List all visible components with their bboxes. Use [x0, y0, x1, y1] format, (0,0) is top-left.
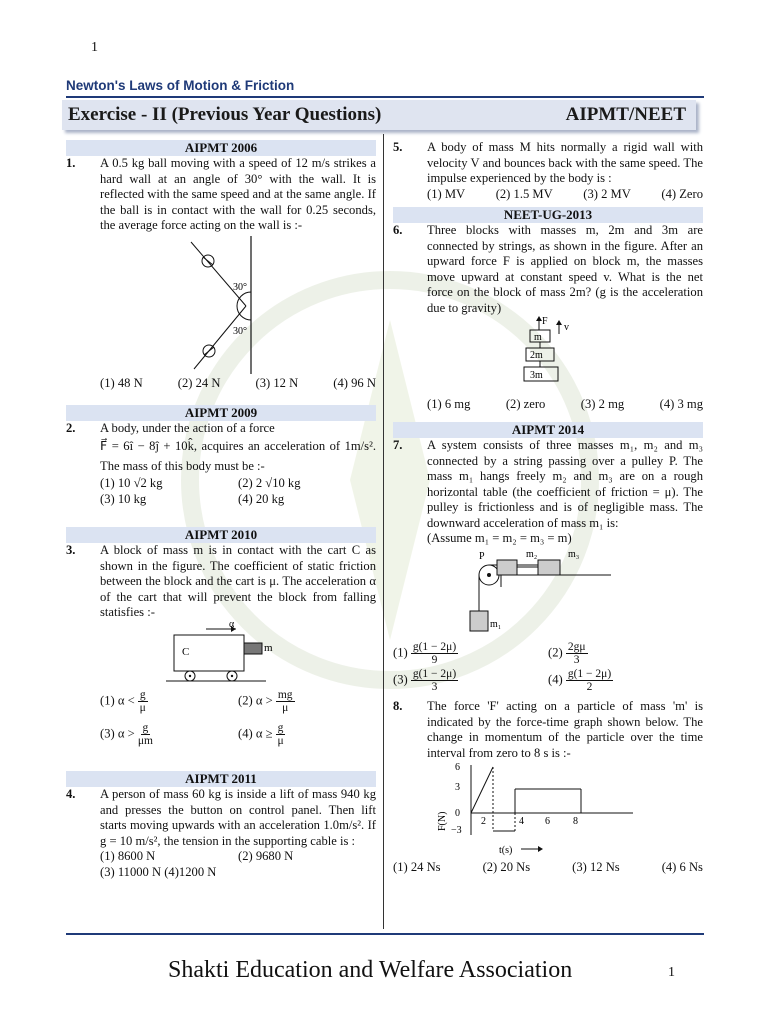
option-prefix: (2) α > [238, 693, 273, 708]
exercise-banner [62, 100, 696, 130]
option-prefix: (4) α ≥ [238, 726, 273, 741]
question-text: Three blocks with masses m, 2m and 3m are connected by strings, as shown in the figure. After an upward force F is applied on block m, the masses move upward at constant speed v. What is the net force on the block of mass 2m? (g is the acceleration due to gravity) [427, 223, 703, 315]
denominator: μm [137, 735, 153, 747]
fraction [566, 668, 613, 693]
option[interactable]: (4) 20 kg [238, 491, 285, 506]
option[interactable] [548, 641, 703, 666]
x-tick: 8 [573, 816, 578, 827]
x-tick: 2 [481, 816, 486, 827]
cart-label: C [182, 645, 190, 658]
question-text-part: A body, under the action of a force [100, 420, 275, 435]
denominator: 2 [586, 681, 593, 693]
y-tick: 3 [455, 782, 460, 793]
y-tick: 0 [455, 808, 460, 819]
question-text-part: , acquires an acceleration of 1m/s². The mass of this body must be :- [100, 439, 376, 473]
block-3m-label: 3m [530, 370, 543, 381]
force-time-graph [393, 761, 703, 857]
fraction [138, 722, 153, 747]
numerator: g [139, 689, 146, 701]
m2-label: m₂ [526, 548, 538, 560]
question-number: 4. [66, 787, 76, 801]
options-q6 [393, 397, 703, 413]
block-m-label: m [534, 332, 542, 343]
y-tick: 6 [455, 762, 460, 773]
option[interactable]: (3) 2 mg [580, 396, 625, 411]
option[interactable]: (2) 20 Ns [482, 859, 531, 874]
option[interactable]: (2) 9680 N [238, 849, 294, 863]
ball-wall-figure [66, 234, 376, 374]
question-number: 5. [393, 140, 403, 154]
pulley-label: P [479, 550, 485, 562]
option[interactable]: (4) Zero [661, 186, 703, 201]
force-label: F [542, 316, 548, 327]
question-number: 7. [393, 438, 403, 452]
denominator: μ [139, 702, 146, 714]
right-column [393, 140, 703, 875]
exam-label: AIPMT/NEET [565, 104, 686, 125]
pulley-system-figure [393, 547, 703, 643]
options-q5 [393, 187, 703, 203]
section-aipmt-2009: AIPMT 2009 [66, 405, 376, 421]
option-prefix: (2) [548, 645, 563, 660]
option-prefix: (4) [548, 672, 563, 687]
option[interactable] [548, 668, 703, 693]
bottom-rule [66, 933, 704, 935]
footer-page-number: 1 [668, 965, 675, 980]
option[interactable]: (1) 10 √2 kg [100, 476, 163, 490]
question-text: A body of mass M hits normally a rigid wall with velocity V and bounces back with the same speed. The impulse experienced by the body is : [427, 140, 703, 185]
question-number: 1. [66, 156, 76, 170]
option[interactable]: (3) 12 N [255, 376, 299, 390]
section-aipmt-2010: AIPMT 2010 [66, 527, 376, 543]
numerator: 2gμ [567, 641, 586, 653]
question-number: 6. [393, 223, 403, 237]
cart-block-figure [66, 621, 376, 683]
option[interactable]: (2) 24 N [177, 376, 221, 390]
option[interactable] [100, 722, 238, 747]
option-prefix: (1) [393, 645, 408, 660]
question-text: A block of mass m is in contact with the cart C as shown in the figure. The coefficient of static friction between the block and the cart is μ. The acceleration α of the cart that will prevent the block from falling statisfies :- [100, 543, 376, 619]
question-text-part: A system consists of three masses m₁, m₂ and m₃ connected by a string passing over a pulley P. The mass m₁ hangs freely m₂ and m₃ are on a rough horizontal table (the coefficient of friction = μ). The pulley is frictionless and is of negligible mass. The downward acceleration of mass m₁ is: [427, 438, 703, 530]
question-text: A 0.5 kg ball moving with a speed of 12 m/s strikes a hard wall at an angle of 30° with the wall. It is reflected with the same speed and at the same angle. If the ball is in contact with the wall for 0.25 seconds, the average force acting on the wall is :- [100, 156, 376, 232]
option-prefix: (3) α > [100, 726, 135, 741]
numerator: mg [277, 689, 293, 701]
section-aipmt-2011: AIPMT 2011 [66, 771, 376, 787]
question-text [100, 421, 376, 477]
block-2m-label: 2m [530, 350, 543, 361]
x-tick: 4 [519, 816, 524, 827]
question-3 [66, 543, 376, 621]
column-divider [383, 134, 384, 929]
question-7 [393, 438, 703, 547]
angle-label-bottom: 30° [233, 325, 247, 337]
fraction [411, 641, 458, 666]
footer-organization: Shakti Education and Welfare Association [168, 957, 573, 983]
option[interactable]: (1) 6 mg [427, 396, 471, 411]
fraction [411, 668, 458, 693]
option[interactable]: (4) 3 mg [659, 396, 703, 411]
option[interactable]: (1) MV [427, 186, 466, 201]
section-aipmt-2006: AIPMT 2006 [66, 140, 376, 156]
question-text: A person of mass 60 kg is inside a lift of mass 940 kg and presses the button on control panel. Then lift starts moving upwards with an acceleration 1.0m/s². If g = 10 m/s², the tension in the supporting cable is : [100, 787, 376, 848]
force-vector: F⃗ = 6î − 8ĵ + 10k̂ [100, 439, 194, 453]
option[interactable]: (4) 6 Ns [661, 859, 703, 874]
numerator: g(1 − 2μ) [412, 668, 457, 680]
option[interactable] [100, 689, 238, 714]
option[interactable]: (4) 96 N [333, 376, 376, 390]
options-q3 [66, 689, 376, 747]
option[interactable] [393, 668, 548, 693]
alpha-label: α [229, 620, 235, 630]
option[interactable]: (3) 11000 N (4)1200 N [100, 864, 217, 879]
option[interactable]: (2) 2 √10 kg [238, 476, 301, 490]
option[interactable]: (1) 48 N [100, 376, 143, 390]
question-2 [66, 421, 376, 477]
options-q1 [66, 376, 376, 392]
block-label: m [264, 641, 273, 654]
option-prefix: (1) α < [100, 693, 135, 708]
three-blocks-figure [393, 316, 703, 392]
fraction [276, 722, 286, 747]
m1-label: m₁ [490, 618, 502, 630]
numerator: g [142, 722, 149, 734]
angle-label-top: 30° [233, 281, 247, 293]
denominator: μ [277, 735, 284, 747]
question-5 [393, 140, 703, 187]
fraction [138, 689, 148, 714]
assumption-text: (Assume m₁ = m₂ = m₃ = m) [427, 531, 572, 545]
denominator: 3 [573, 654, 580, 666]
question-8 [393, 699, 703, 761]
question-text [427, 438, 703, 547]
fraction [276, 689, 295, 714]
left-column [66, 140, 376, 880]
option[interactable]: (2) zero [505, 396, 546, 411]
question-6 [393, 223, 703, 316]
numerator: g(1 − 2μ) [412, 641, 457, 653]
option[interactable] [238, 689, 376, 714]
question-text: The force 'F' acting on a particle of mass 'm' is indicated by the force-time graph shown below. The change in momentum of the particle over the time interval from zero to 8 s is :- [427, 699, 703, 760]
fraction [566, 641, 588, 666]
numerator: g [277, 722, 284, 734]
option[interactable]: (3) 2 MV [583, 186, 631, 201]
option[interactable] [393, 641, 548, 666]
option[interactable] [238, 722, 376, 747]
exercise-title: Exercise - II (Previous Year Questions) [68, 104, 382, 125]
numerator: g(1 − 2μ) [567, 668, 612, 680]
question-number: 8. [393, 699, 403, 713]
section-neet-ug-2013: NEET-UG-2013 [393, 207, 703, 223]
denominator: μ [282, 702, 289, 714]
velocity-label: v [564, 322, 569, 333]
y-axis-label: F(N) [437, 811, 448, 831]
section-aipmt-2014: AIPMT 2014 [393, 422, 703, 438]
x-tick: 6 [545, 816, 550, 827]
m3-label: m₃ [568, 548, 580, 560]
option[interactable]: (1) 24 Ns [393, 859, 441, 874]
options-q2 [66, 476, 376, 507]
options-q4 [66, 849, 376, 880]
x-axis-label: t(s) [499, 845, 513, 856]
chapter-title: Newton's Laws of Motion & Friction [66, 78, 295, 93]
top-rule [66, 96, 704, 98]
option-prefix: (3) [393, 672, 408, 687]
question-4 [66, 787, 376, 849]
option[interactable]: (1) 8600 N [100, 849, 156, 863]
top-page-number: 1 [91, 40, 98, 55]
options-q7 [393, 641, 703, 693]
question-number: 3. [66, 543, 76, 557]
option[interactable]: (3) 12 Ns [572, 859, 620, 874]
options-q8 [393, 860, 703, 876]
denominator: 9 [431, 654, 438, 666]
question-1 [66, 156, 376, 234]
y-tick: −3 [451, 825, 462, 836]
denominator: 3 [431, 681, 438, 693]
question-number: 2. [66, 420, 76, 435]
option[interactable]: (2) 1.5 MV [495, 186, 553, 201]
option[interactable]: (3) 10 kg [100, 491, 147, 506]
